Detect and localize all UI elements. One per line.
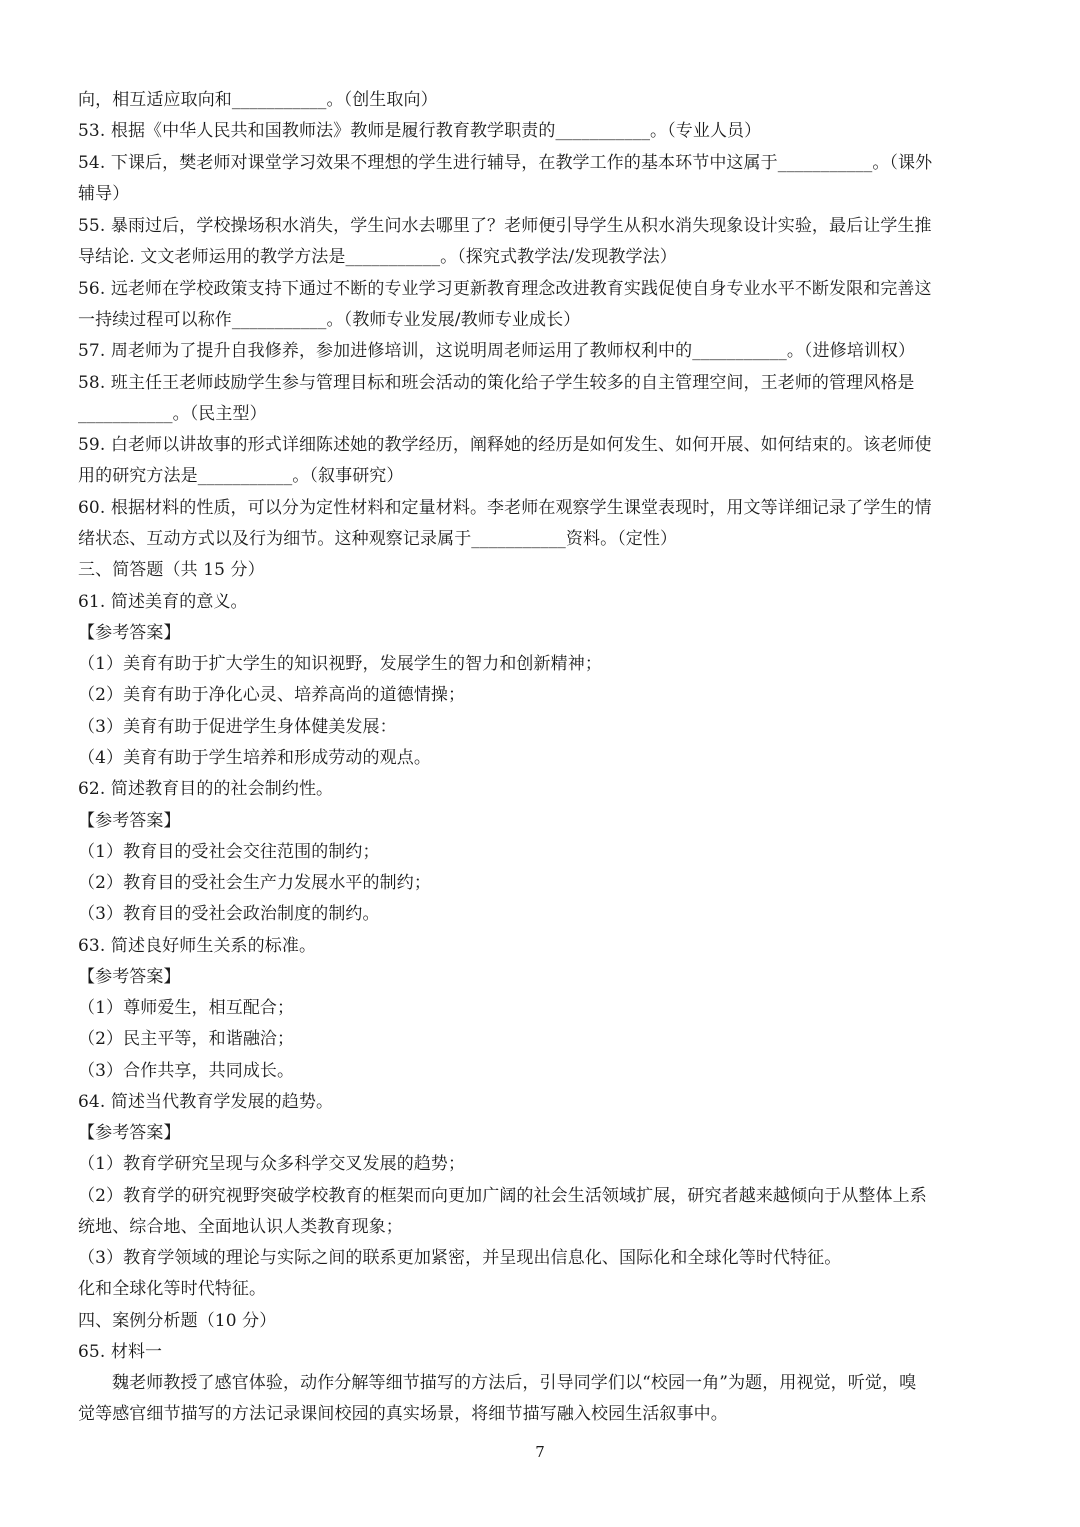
question-65: 65. 材料一 <box>78 1342 163 1362</box>
answer-item: （2）民主平等，和谐融洽； <box>78 1029 295 1049</box>
answer-item: （2）美育有助于净化心灵、培养高尚的道德情操； <box>78 685 466 705</box>
answer-item: （4）美育有助于学生培养和形成劳动的观点。 <box>78 748 431 768</box>
question-62: 62. 简述教育目的的社会制约性。 <box>78 779 334 799</box>
section-heading: 四、案例分析题（10 分） <box>78 1311 277 1331</box>
text-line: 用的研究方法是___________。（叙事研究） <box>78 466 404 486</box>
question-53: 53. 根据《中华人民共和国教师法》教师是履行教育教学职责的___________。（专业人员） <box>78 121 762 141</box>
section-heading: 三、简答题（共 15 分） <box>78 560 265 580</box>
answer-item: （3）美育有助于促进学生身体健美发展： <box>78 717 397 737</box>
question-57: 57. 周老师为了提升自我修养，参加进修培训，这说明周老师运用了教师权利中的___________。（进修培训权） <box>78 341 916 361</box>
question-61: 61. 简述美育的意义。 <box>78 592 248 612</box>
question-54: 54. 下课后，樊老师对课堂学习效果不理想的学生进行辅导，在教学工作的基本环节中这属于___________。（课外 <box>78 153 933 173</box>
question-60: 60. 根据材料的性质，可以分为定性材料和定量材料。李老师在观察学生课堂表现时，用文等详细记录了学生的情 <box>78 498 932 518</box>
question-64: 64. 简述当代教育学发展的趋势。 <box>78 1092 334 1112</box>
question-59: 59. 白老师以讲故事的形式详细陈述她的教学经历，阐释她的经历是如何发生、如何开展、如何结束的。该老师使 <box>78 435 932 455</box>
question-63: 63. 简述良好师生关系的标准。 <box>78 936 317 956</box>
text-line: 辅导） <box>78 184 130 204</box>
text-line: 统地、综合地、全面地认识人类教育现象； <box>78 1217 403 1237</box>
answer-item: （2）教育学的研究视野突破学校教育的框架而向更加广阔的社会生活领域扩展，研究者越来越倾向于从整体上系 <box>78 1186 927 1206</box>
answer-item: （2）教育目的受社会生产力发展水平的制约； <box>78 873 431 893</box>
material-paragraph: 觉等感官细节描写的方法记录课间校园的真实场景，将细节描写融入校园生活叙事中。 <box>78 1404 728 1424</box>
text-line: 绪状态、互动方式以及行为细节。这种观察记录属于___________资料。（定性） <box>78 529 678 549</box>
text-line: 导结论. 文文老师运用的教学方法是___________。（探究式教学法/发现教学法） <box>78 247 677 267</box>
text-line: 向，相互适应取向和___________。（创生取向） <box>78 90 438 110</box>
answer-item: （1）教育目的受社会交往范围的制约； <box>78 842 380 862</box>
answer-heading: 【参考答案】 <box>78 623 181 643</box>
answer-heading: 【参考答案】 <box>78 1123 181 1143</box>
answer-heading: 【参考答案】 <box>78 811 181 831</box>
answer-item: （3）教育目的受社会政治制度的制约。 <box>78 904 380 924</box>
text-line: ___________。（民主型） <box>78 404 267 424</box>
answer-heading: 【参考答案】 <box>78 967 181 987</box>
text-line: 一持续过程可以称作___________。（教师专业发展/教师专业成长） <box>78 310 581 330</box>
page-number: 7 <box>535 1443 545 1461</box>
question-55: 55. 暴雨过后，学校操场积水消失，学生问水去哪里了？老师便引导学生从积水消失现象设计实验，最后让学生推 <box>78 216 932 236</box>
answer-item: （1）尊师爱生，相互配合； <box>78 998 295 1018</box>
text-line: 化和全球化等时代特征。 <box>78 1279 267 1299</box>
material-paragraph: 魏老师教授了感官体验，动作分解等细节描写的方法后，引导同学们以“校园一角”为题，用视觉，听觉，嗅 <box>112 1373 917 1393</box>
answer-item: （1）美育有助于扩大学生的知识视野，发展学生的智力和创新精神； <box>78 654 602 674</box>
question-58: 58. 班主任王老师歧励学生参与管理目标和班会活动的策化给子学生较多的自主管理空间，王老师的管理风格是 <box>78 373 915 393</box>
question-56: 56. 远老师在学校政策支持下通过不断的专业学习更新教育理念改进教育实践促使自身专业水平不断发限和完善这 <box>78 279 932 299</box>
answer-item: （3）教育学领域的理论与实际之间的联系更加紧密，并呈现出信息化、国际化和全球化等时代特征。 <box>78 1248 842 1268</box>
answer-item: （1）教育学研究呈现与众多科学交叉发展的趋势； <box>78 1154 466 1174</box>
answer-item: （3）合作共享，共同成长。 <box>78 1061 295 1081</box>
